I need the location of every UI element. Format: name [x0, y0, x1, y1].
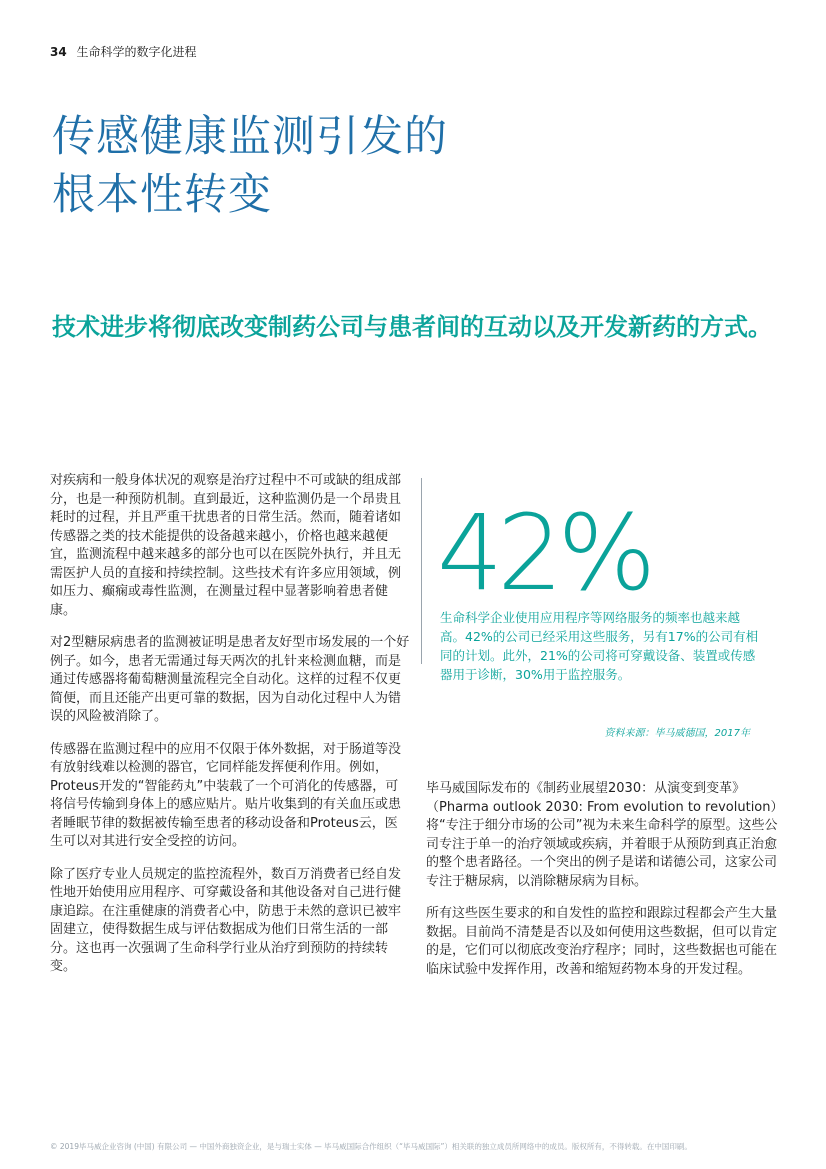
paragraph: 毕马威国际发布的《制药业展望2030：从演变到变革》（Pharma outlook 2030: From evolution to revolution）将“专注于细分市场的公司”视为未来生命科学的原型。这些公司专注于单一的治疗领域或疾病，并着眼于从预防到真正治愈的整个患者路径。一个突出的例子是诺和诺德公司，这家公司专注于糖尿病，以消除糖尿病为目标。	[426, 781, 778, 889]
stat-description: 生命科学企业使用应用程序等网络服务的频率也越来越高。42%的公司已经采用这些服务，另有17%的公司有相同的计划。此外，21%的公司将可穿戴设备、装置或传感器用于诊断，30%用于监控服务。	[440, 610, 759, 682]
paragraph: 传感器在监测过程中的应用不仅限于体外数据，对于肠道等没有放射线难以检测的器官，它同样能发挥便利作用。例如，Proteus开发的“智能药丸”中装载了一个可消化的传感器，可将信号传输到身体上的感应贴片。贴片收集到的有关血压或患者睡眠节律的数据被传输至患者的移动设备和Proteus云，医生可以对其进行安全受控的访问。	[50, 741, 402, 849]
page-header	[50, 43, 197, 60]
page-subtitle: 技术进步将彻底改变制药公司与患者间的互动以及开发新药的方式。	[52, 313, 772, 341]
title-line-2: 根本性转变	[52, 170, 272, 220]
right-column	[426, 780, 778, 993]
page-number: 34	[50, 45, 67, 59]
stat-source: 资料来源：毕马威德国，2017年	[604, 728, 750, 739]
paragraph: 对2型糖尿病患者的监测被证明是患者友好型市场发展的一个好例子。如今，患者无需通过每天两次的扎针来检测血糖，而是通过传感器将葡萄糖测量流程完全自动化。这样的过程不仅更简便，而且还能产出更可靠的数据，因为自动化过程中人为错误的风险被消除了。	[50, 635, 410, 724]
paragraph: 除了医疗专业人员规定的监控流程外，数百万消费者已经自发性地开始使用应用程序、可穿戴设备和其他设备对自己进行健康追踪。在注重健康的消费者心中，防患于未然的意识已被牢固建立，使得数据生成与评估数据成为他们日常生活的一部分。这也再一次强调了生命科学行业从治疗到预防的持续转变。	[50, 866, 402, 974]
stat-number: 42%	[437, 492, 651, 614]
paragraph: 所有这些医生要求的和自发性的监控和跟踪过程都会产生大量数据。目前尚不清楚是否以及如何使用这些数据，但可以肯定的是，它们可以彻底改变治疗程序；同时，这些数据也可能在临床试验中发挥作用，改善和缩短药物本身的开发过程。	[426, 906, 778, 977]
left-column	[50, 472, 410, 991]
page-footer: © 2019毕马威企业咨询 (中国) 有限公司 — 中国外商独资企业，是与瑞士实体 — 毕马威国际合作组织（“毕马威国际”）相关联的独立成员所网络中的成员。版权所有，不得转载。在中国印刷。	[50, 1142, 692, 1151]
paragraph: 对疾病和一般身体状况的观察是治疗过程中不可或缺的组成部分，也是一种预防机制。直到最近，这种监测仍是一个昂贵且耗时的过程，并且严重干扰患者的日常生活。然而，随着诸如传感器之类的技术能提供的设备越来越小，价格也越来越便宜，监测流程中越来越多的部分也可以在医院外执行，并且无需医护人员的直接和持续控制。这些技术有许多应用领域，例如压力、癫痫或毒性监测，在测量过程中显著影响着患者健康。	[50, 473, 402, 618]
callout-divider	[421, 478, 422, 664]
page-title	[52, 108, 612, 224]
section-title: 生命科学的数字化进程	[76, 45, 197, 59]
title-line-1: 传感健康监测引发的	[52, 112, 448, 162]
